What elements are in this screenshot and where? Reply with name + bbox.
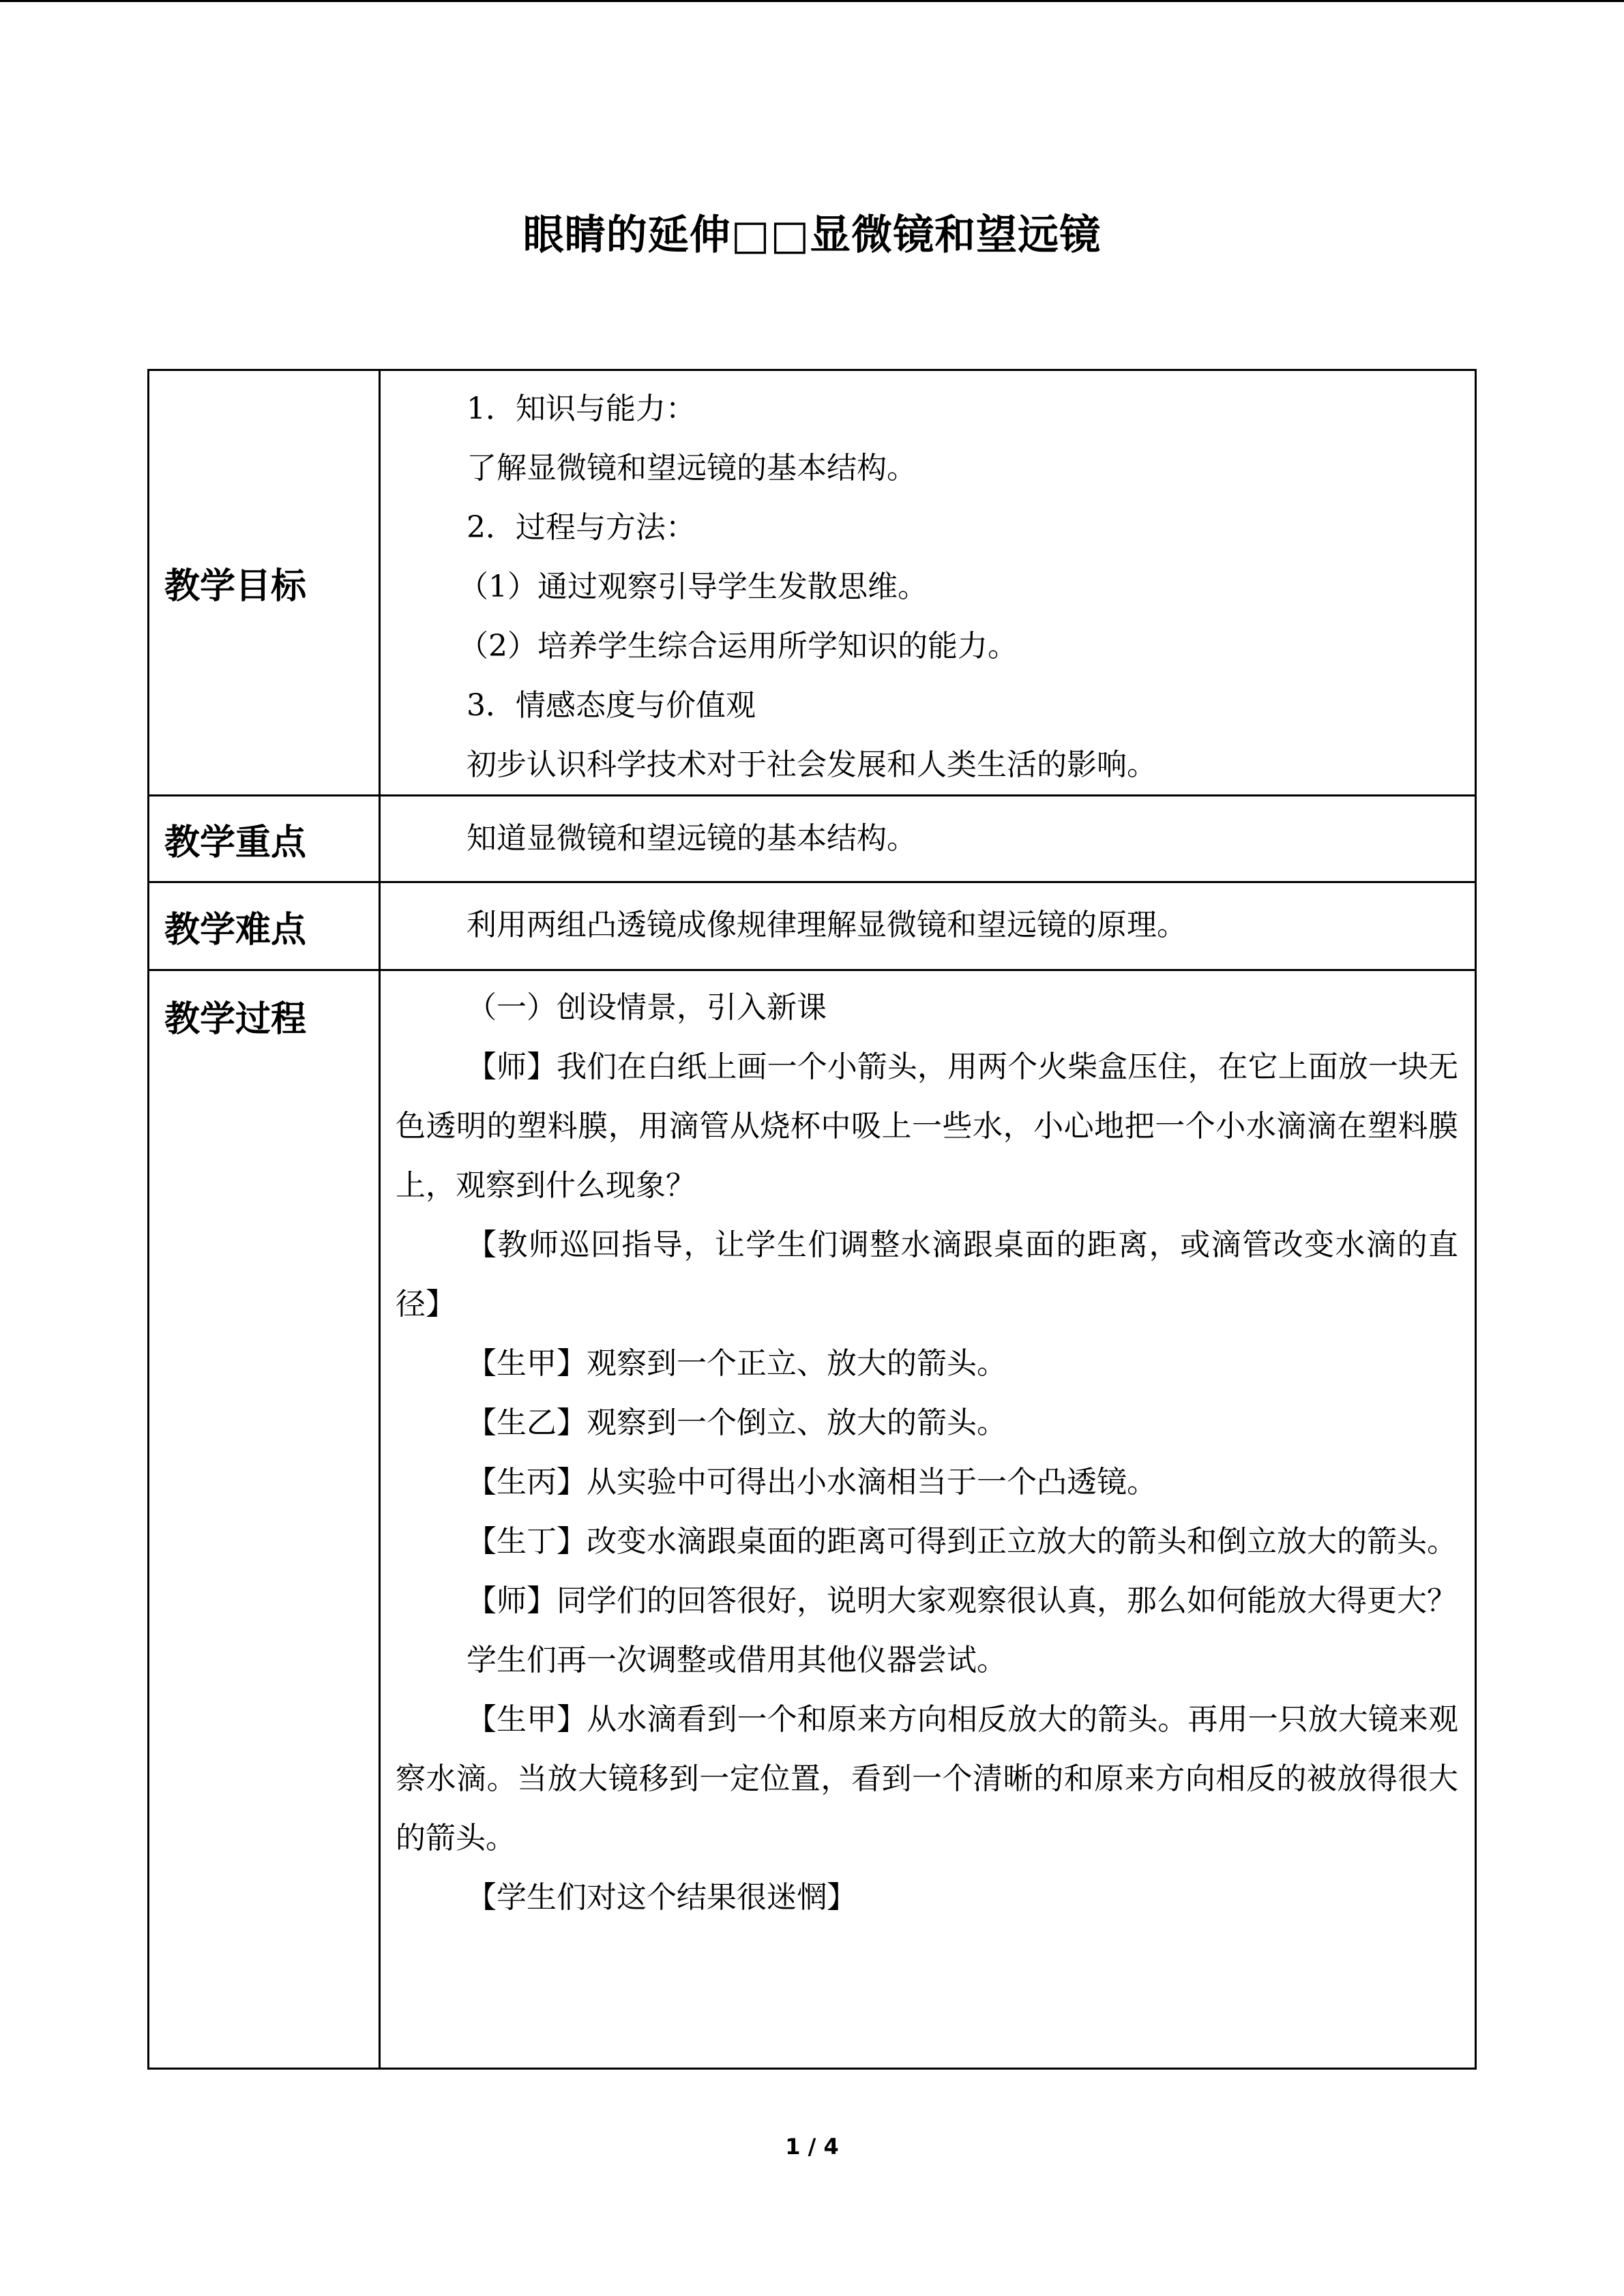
process-paragraph: 【生甲】从水滴看到一个和原来方向相反放大的箭头。再用一只放大镜来观察水滴。当放大镜移到一定位置，看到一个清晰的和原来方向相反的被放得很大的箭头。 bbox=[396, 1702, 1458, 1855]
difficulties-content bbox=[380, 882, 1476, 970]
goal-line: （1）通过观察引导学生发散思维。 bbox=[458, 569, 928, 604]
process-paragraph: 【生乙】观察到一个倒立、放大的箭头。 bbox=[467, 1405, 1007, 1440]
table-row-key-points bbox=[149, 796, 1476, 882]
process-paragraph: 【师】同学们的回答很好，说明大家观察很认真，那么如何能放大得更大？ bbox=[467, 1583, 1457, 1618]
process-paragraph: 学生们再一次调整或借用其他仪器尝试。 bbox=[467, 1643, 1007, 1678]
process-paragraph: 【教师巡回指导，让学生们调整水滴跟桌面的距离，或滴管改变水滴的直径】 bbox=[396, 1227, 1458, 1322]
goal-line: 2．过程与方法： bbox=[467, 510, 696, 545]
table-row-teaching-process bbox=[149, 970, 1476, 2069]
process-paragraph: 【生丁】改变水滴跟桌面的距离可得到正立放大的箭头和倒立放大的箭头。 bbox=[467, 1524, 1457, 1559]
difficulties-text: 利用两组凸透镜成像规律理解显微镜和望远镜的原理。 bbox=[467, 908, 1187, 942]
page-number: 1 / 4 bbox=[785, 2134, 839, 2160]
table-row-difficulties bbox=[149, 882, 1476, 970]
key-points-content bbox=[380, 796, 1476, 882]
goal-line: 3．情感态度与价值观 bbox=[467, 688, 756, 723]
process-paragraph: 【师】我们在白纸上画一个小箭头，用两个火柴盒压住，在它上面放一块无色透明的塑料膜，用滴管从烧杯中吸上一些水，小心地把一个小水滴滴在塑料膜上，观察到什么现象？ bbox=[396, 1049, 1458, 1203]
process-paragraph: 【学生们对这个结果很迷惘】 bbox=[467, 1880, 857, 1915]
teaching-goals-label: 教学目标 bbox=[149, 370, 380, 796]
teaching-goals-content bbox=[380, 370, 1476, 796]
teaching-process-label: 教学过程 bbox=[149, 970, 380, 2069]
teaching-process-content bbox=[380, 970, 1476, 2069]
process-paragraph: （一）创设情景，引入新课 bbox=[467, 990, 827, 1025]
top-border-line bbox=[0, 0, 1624, 2]
goal-line: （2）培养学生综合运用所学知识的能力。 bbox=[458, 629, 1018, 664]
goal-line: 1．知识与能力： bbox=[467, 391, 696, 426]
goal-line: 初步认识科学技术对于社会发展和人类生活的影响。 bbox=[467, 747, 1157, 782]
process-paragraph: 【生甲】观察到一个正立、放大的箭头。 bbox=[467, 1346, 1007, 1381]
table-row-teaching-goals bbox=[149, 370, 1476, 796]
difficulties-label: 教学难点 bbox=[149, 882, 380, 970]
goal-line: 了解显微镜和望远镜的基本结构。 bbox=[467, 451, 917, 486]
lesson-plan-table bbox=[147, 369, 1477, 2070]
document-title: 眼睛的延伸□□显微镜和望远镜 bbox=[522, 211, 1102, 259]
process-paragraph: 【生丙】从实验中可得出小水滴相当于一个凸透镜。 bbox=[467, 1465, 1157, 1500]
key-points-label: 教学重点 bbox=[149, 796, 380, 882]
key-points-text: 知道显微镜和望远镜的基本结构。 bbox=[467, 821, 917, 856]
